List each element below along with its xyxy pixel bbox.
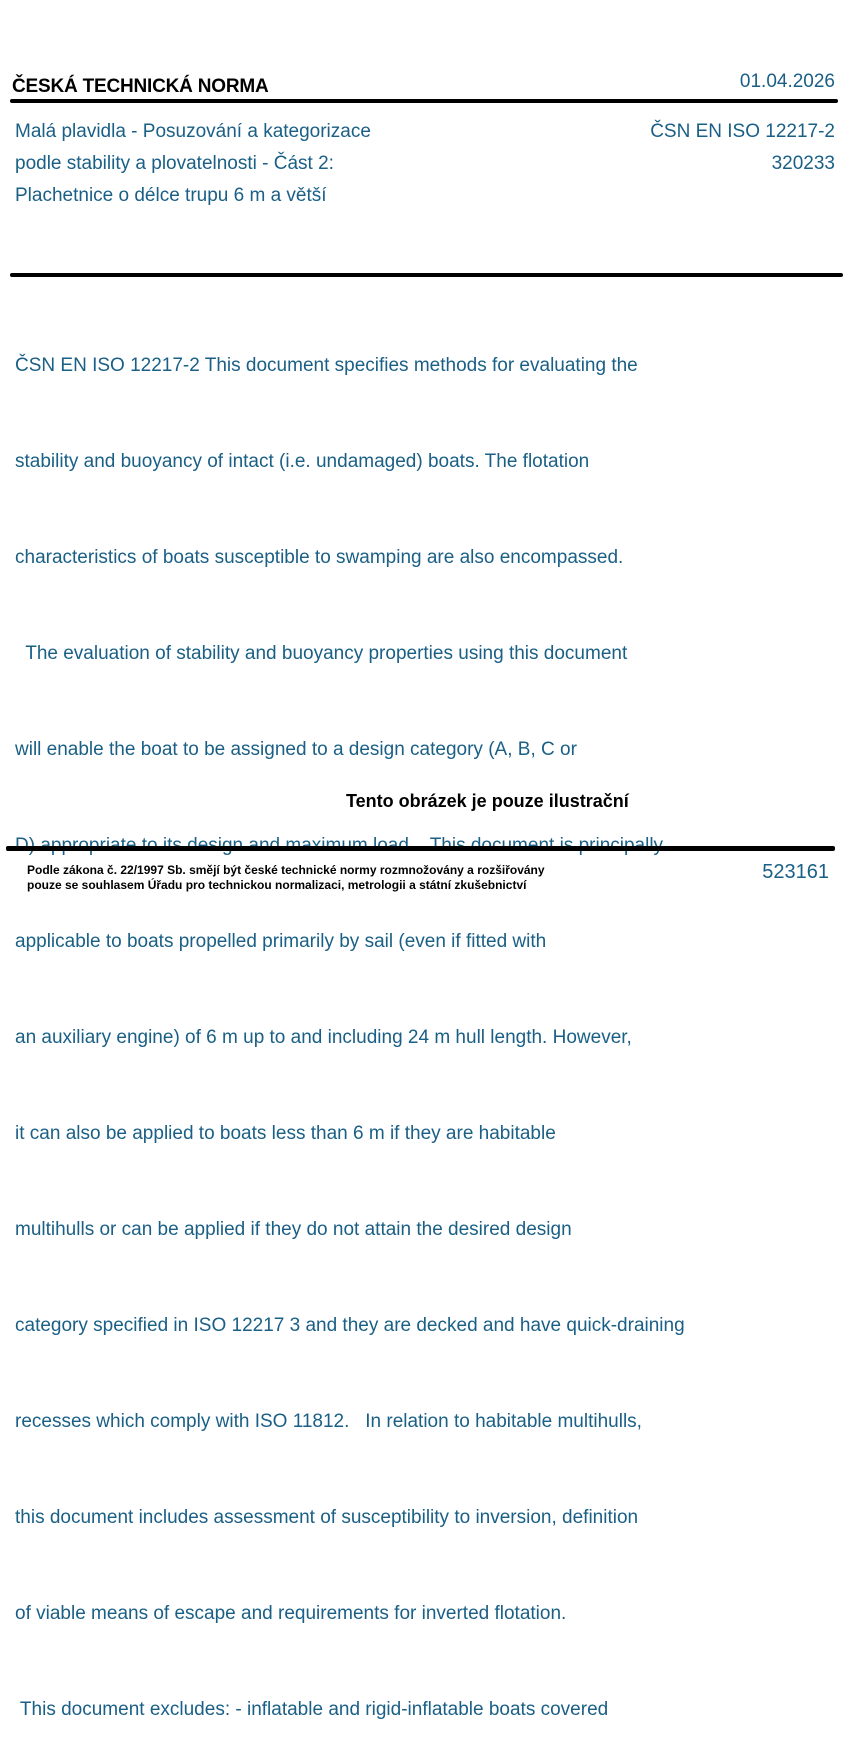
abstract-line: multihulls or can be applied if they do not attain the desired design	[15, 1219, 572, 1240]
abstract-line: This document excludes: - inflatable and rigid-inflatable boats covered	[15, 1699, 609, 1720]
standard-number: ČSN EN ISO 12217-2	[650, 121, 835, 142]
title-divider	[10, 273, 843, 277]
title-line: Plachetnice o délce trupu 6 m a větší	[15, 185, 327, 206]
abstract-line: applicable to boats propelled primarily by sail (even if fitted with	[15, 931, 547, 952]
title-line: Malá plavidla - Posuzování a kategorizace	[15, 121, 371, 142]
header-divider	[10, 99, 838, 103]
abstract-line: this document includes assessment of susceptibility to inversion, definition	[15, 1507, 639, 1528]
abstract-line: of viable means of escape and requirements for inverted flotation.	[15, 1603, 567, 1624]
class-code: 320233	[771, 153, 835, 174]
footer-divider	[6, 846, 835, 851]
abstract-line: will enable the boat to be assigned to a design category (A, B, C or	[15, 739, 577, 760]
legal-line: Podle zákona č. 22/1997 Sb. smějí být české technické normy rozmnožovány a rozšiřovány	[27, 863, 545, 877]
document-reference	[650, 116, 835, 180]
abstract-line: category specified in ISO 12217 3 and they are decked and have quick-draining	[15, 1315, 685, 1336]
footer-code: 523161	[762, 861, 829, 883]
abstract-line: ČSN EN ISO 12217-2 This document specifies methods for evaluating the	[15, 355, 638, 376]
org-title: ČESKÁ TECHNICKÁ NORMA	[12, 76, 269, 97]
abstract-line: an auxiliary engine) of 6 m up to and including 24 m hull length. However,	[15, 1027, 632, 1048]
abstract-line: recesses which comply with ISO 11812. In relation to habitable multihulls,	[15, 1411, 642, 1432]
legal-line: pouze se souhlasem Úřadu pro technickou normalizaci, metrologii a státní zkušebnictví	[27, 878, 527, 892]
abstract-line: it can also be applied to boats less than 6 m if they are habitable	[15, 1123, 556, 1144]
document-abstract	[15, 286, 685, 1758]
document-title	[15, 116, 371, 212]
abstract-line: The evaluation of stability and buoyancy properties using this document	[15, 643, 628, 664]
publication-date: 01.04.2026	[739, 71, 835, 92]
title-line: podle stability a plovatelnosti - Část 2:	[15, 153, 334, 174]
legal-notice	[27, 863, 545, 893]
illustration-note: Tento obrázek je pouze ilustrační	[346, 791, 629, 811]
abstract-line: characteristics of boats susceptible to swamping are also encompassed.	[15, 547, 624, 568]
abstract-line: stability and buoyancy of intact (i.e. undamaged) boats. The flotation	[15, 451, 590, 472]
